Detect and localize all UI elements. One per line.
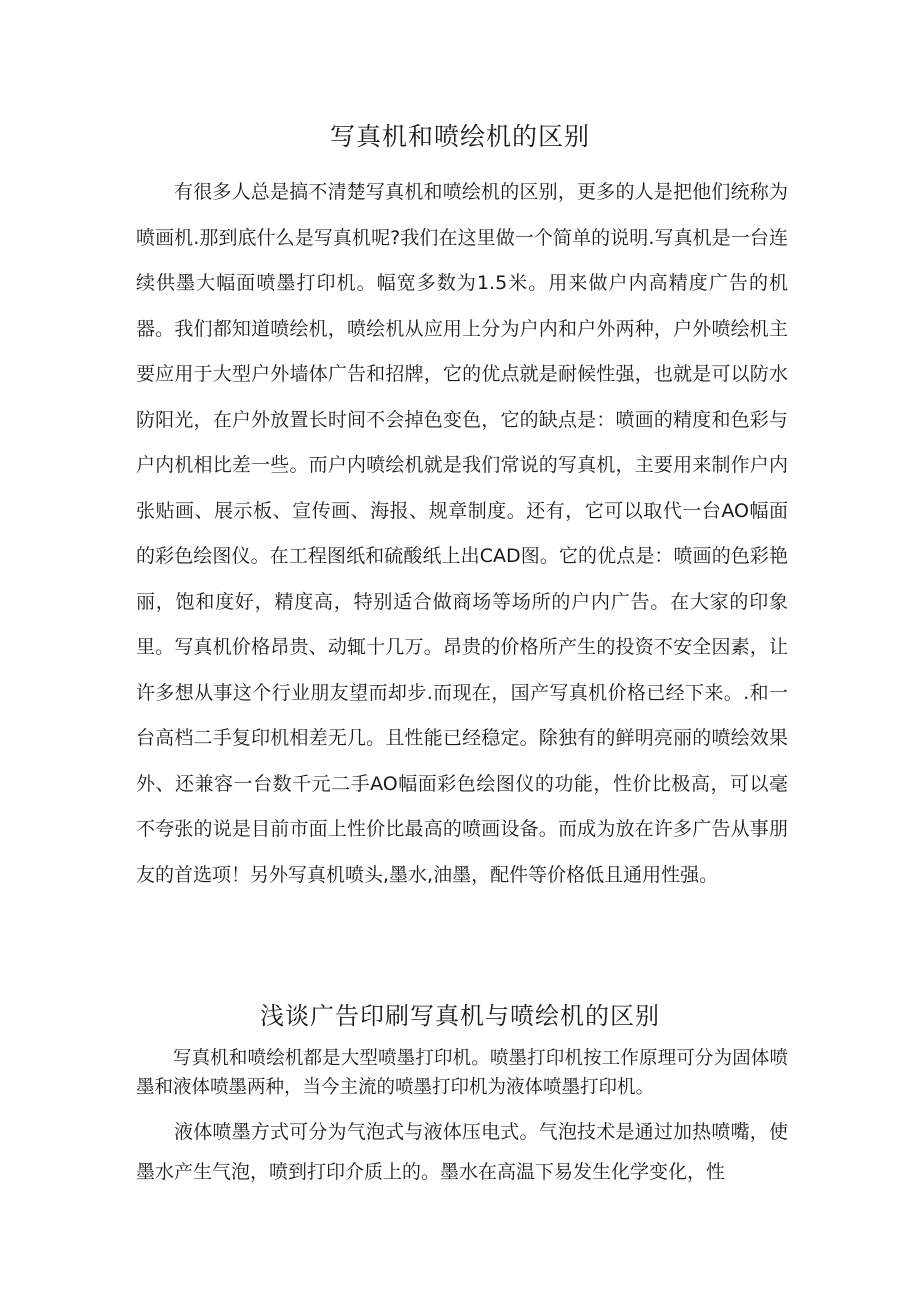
body-paragraph: 液体喷墨方式可分为气泡式与液体压电式。气泡技术是通过加热喷嘴，使墨水产生气泡，喷到打印介质上的。墨水在高温下易发生化学变化，性 — [136, 1121, 788, 1183]
body-paragraph: 写真机和喷绘机都是大型喷墨打印机。喷墨打印机按工作原理可分为固体喷墨和液体喷墨两种，当今主流的喷墨打印机为液体喷墨打印机。 — [136, 1048, 788, 1098]
section-title: 浅谈广告印刷写真机与喷绘机的区别 — [260, 1002, 660, 1030]
document-title: 写真机和喷绘机的区别 — [329, 122, 590, 151]
body-paragraph: 有很多人总是搞不清楚写真机和喷绘机的区别，更多的人是把他们统称为喷画机.那到底什么是写真机呢?我们在这里做一个简单的说明.写真机是一台连续供墨大幅面喷墨打印机。幅宽多数为1.5米。用来做户内高精度广告的机器。我们都知道喷绘机，喷绘机从应用上分为户内和户外两种，户外喷绘机主要应用于大型户外墙体广告和招牌，它的优点就是耐候性强，也就是可以防水防阳光，在户外放置长时间不会掉色变色，它的缺点是：喷画的精度和色彩与户内机相比差一些。而户内喷绘机就是我们常说的写真机，主要用来制作户内张贴画、展示板、宣传画、海报、规章制度。还有，它可以取代一台AO幅面的彩色绘图仪。在工程图纸和硫酸纸上出CAD图。它的优点是：喷画的色彩艳丽，饱和度好，精度高，特别适合做商场等场所的户内广告。在大家的印象里。写真机价格昂贵、动辄十几万。昂贵的价格所产生的投资不安全因素，让许多想从事这个行业朋友望而却步.而现在，国产写真机价格已经下来。.和一台高档二手复印机相差无几。且性能已经稳定。除独有的鲜明亮丽的喷绘效果外、还兼容一台数千元二手AO幅面彩色绘图仪的功能，性价比极高，可以毫不夸张的说是目前市面上性价比最高的喷画设备。而成为放在许多广告从事朋友的首选项！另外写真机喷头,墨水,油墨，配件等价格低且通用性强。 — [136, 181, 788, 886]
